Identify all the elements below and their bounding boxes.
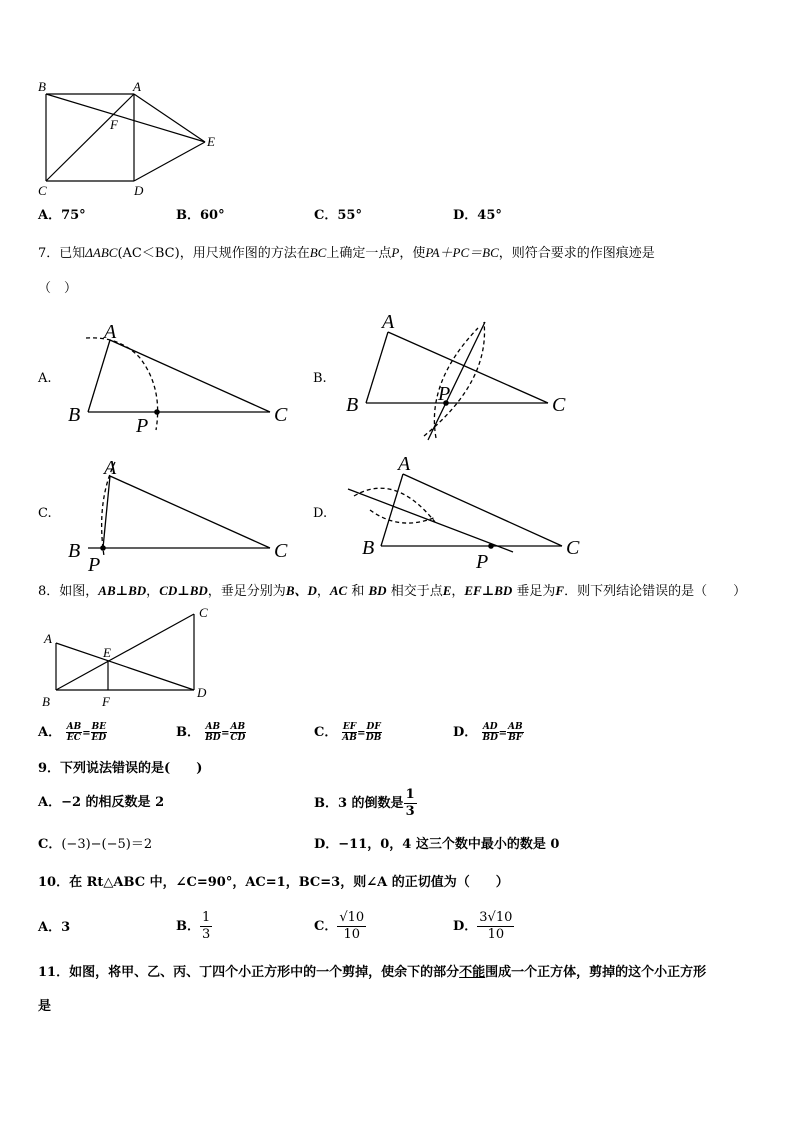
q6-option-c[interactable]: C．55° xyxy=(314,208,362,223)
q7-option-a-figure[interactable] xyxy=(60,318,300,436)
q8-label-d: D xyxy=(197,685,207,700)
q6-option-a[interactable]: A．75° xyxy=(38,208,86,223)
q6-option-d[interactable]: D．45° xyxy=(453,208,502,223)
q7c-label-p: P xyxy=(88,554,101,574)
q7-option-c-figure[interactable] xyxy=(60,452,300,574)
q10-option-d[interactable]: D． $\frac{3√10}{10}$ xyxy=(453,910,513,942)
q8-option-b[interactable]: B． $\frac{AB}{BD}$ = $\frac{AB}{CD}$ xyxy=(176,722,246,743)
q6-label-e: E xyxy=(207,134,215,149)
q8-label-b: B xyxy=(42,694,50,709)
q6-figure xyxy=(30,75,230,200)
q7-option-c-key[interactable]: C. xyxy=(38,506,52,521)
q9-option-b[interactable]: B．3 的倒数是 $\frac{1}{3}$ xyxy=(314,787,415,819)
q7c-label-b: B xyxy=(68,540,81,562)
q11-question-line2: 是 xyxy=(38,999,52,1014)
q11-question: 11．如图，将甲、乙、丙、丁四个小正方形中的一个剪掉，使余下的部分不能围成一个正方体，剪掉的这个小正方形 xyxy=(38,965,707,980)
q10-option-a[interactable]: A．3 xyxy=(38,920,71,935)
q8-question: 8．如图，AB⊥BD，CD⊥BD，垂足分别为B、D，AC 和 BD 相交于点E，EF⊥BD 垂足为F．则下列结论错误的是（ ） xyxy=(38,583,747,599)
q7a-label-c: C xyxy=(274,404,288,426)
q10-question: 10．在 Rt△ABC 中，∠C=90°，AC=1，BC=3，则∠A 的正切值为（ ） xyxy=(38,875,509,890)
q7-option-a-key[interactable]: A. xyxy=(38,371,52,386)
q10-option-c[interactable]: C． $\frac{√10}{10}$ xyxy=(314,910,365,942)
q8-option-c[interactable]: C． $\frac{EF}{AB}$ = $\frac{DF}{DB}$ xyxy=(314,722,382,743)
q6-option-b[interactable]: B．60° xyxy=(176,208,225,223)
q7c-label-c: C xyxy=(274,540,288,562)
q7a-label-a: A xyxy=(104,321,117,343)
q8-label-f: F xyxy=(102,694,110,709)
q7d-label-p: P xyxy=(476,551,489,573)
q7-option-b-key[interactable]: B. xyxy=(313,371,327,386)
q7b-label-b: B xyxy=(346,394,359,416)
q7b-label-p: P xyxy=(438,383,451,405)
q9-option-a[interactable]: A．−2 的相反数是 2 xyxy=(38,795,165,810)
q7c-label-a: A xyxy=(104,457,117,479)
q6-label-d: D xyxy=(134,183,144,198)
q7a-label-p: P xyxy=(136,415,149,436)
q7-option-d-figure[interactable] xyxy=(340,452,590,574)
q9-option-d[interactable]: D．−11，0，4 这三个数中最小的数是 0 xyxy=(314,837,560,852)
q8-option-d[interactable]: D． $\frac{AD}{BD}$ = $\frac{AB}{BF}$ xyxy=(453,722,523,743)
q6-label-a: A xyxy=(133,79,141,94)
q8-option-a[interactable]: A． $\frac{AB}{EC}$ = $\frac{BE}{ED}$ xyxy=(38,722,107,743)
q7-question: 7．已知ΔABC(AC＜BC)，用尺规作图的方法在BC上确定一点P，使PA＋PC＝BC，则符合要求的作图痕迹是 xyxy=(38,245,655,261)
q7-option-b-figure[interactable] xyxy=(340,312,590,444)
q7-option-d-key[interactable]: D. xyxy=(313,506,328,521)
q8-label-c: C xyxy=(199,605,208,620)
q7d-label-c: C xyxy=(566,537,580,559)
q7b-label-a: A xyxy=(382,312,395,333)
q7d-label-b: B xyxy=(362,537,375,559)
q10-option-b[interactable]: B． $\frac{1}{3}$ xyxy=(176,910,211,942)
q8-label-e: E xyxy=(103,645,111,660)
q7b-label-c: C xyxy=(552,394,566,416)
q7a-label-b: B xyxy=(68,404,81,426)
q8-label-a: A xyxy=(44,631,52,646)
q8-figure xyxy=(36,603,226,711)
q6-label-f: F xyxy=(110,117,118,132)
q7-answer-paren: （ ） xyxy=(38,281,78,296)
q6-label-c: C xyxy=(38,183,47,198)
q7d-label-a: A xyxy=(398,453,411,475)
q9-question: 9．下列说法错误的是( ) xyxy=(38,761,203,776)
q6-label-b: B xyxy=(38,79,46,94)
q9-option-c[interactable]: C．(−3)−(−5)＝2 xyxy=(38,837,153,852)
